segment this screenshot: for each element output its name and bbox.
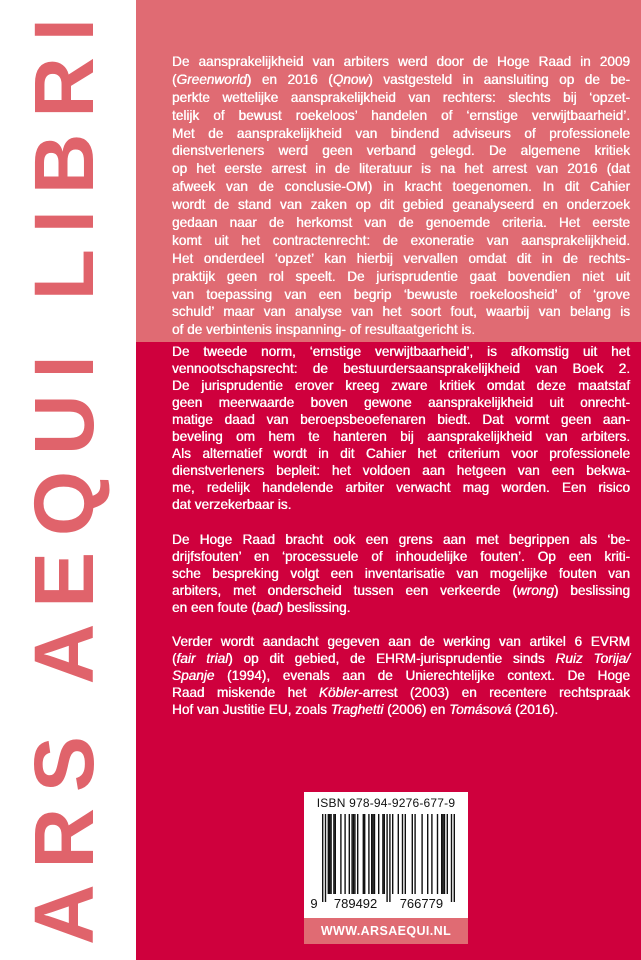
text-line (172, 531, 630, 548)
text-segment: De jurisprudentie erover kreeg zware kritiek omdat deze maatstaf (172, 378, 630, 393)
barcode-bar (357, 814, 358, 894)
barcode-bar (340, 814, 341, 894)
italic-text: Traghetti (330, 702, 384, 717)
text-segment: ) op dit gebied, de EHRM-jurisprudentie sinds (228, 651, 556, 666)
text-segment: Verder wordt aandacht gegeven aan de werking van artikel 6 EVRM (172, 634, 630, 649)
italic-text: wrong (516, 583, 554, 598)
italic-text: fair trial (176, 651, 229, 666)
barcode-bar (364, 814, 365, 894)
barcode-bar (447, 814, 448, 894)
barcode-bar (427, 814, 428, 894)
text-segment: sche bespreking volgt een inventarisatie van mogelijke fouten van (172, 566, 630, 581)
text-segment: ( (172, 71, 177, 87)
text-segment: Als alternatief wordt in dit Cahier het criterium voor professionele (172, 446, 630, 461)
text-segment: dienstverleners werd geen verband gelegd. De algemene kritiek (172, 143, 630, 159)
barcode (304, 792, 468, 918)
text-line (172, 142, 630, 160)
text-segment: van toepassing van een begrip ‘bewuste roekeloosheid’ of ‘grove (172, 286, 630, 302)
text-line (172, 582, 630, 599)
barcode-bar (353, 814, 354, 894)
text-segment: Met de aansprakelijkheid van bindend adviseurs of professionele (172, 125, 630, 141)
text-segment: op het eerste arrest in de literatuur is na het arrest van 2016 (dat (172, 161, 630, 177)
barcode-bar (371, 814, 372, 894)
text-line (172, 411, 630, 428)
barcode-bar (372, 814, 373, 894)
text-line (172, 89, 630, 107)
text-segment: De aansprakelijkheid van arbiters werd door de Hoge Raad in 2009 (172, 54, 630, 69)
barcode-bar (402, 814, 403, 894)
text-segment: schuld’ maar van analyse van het soort fout, waarbij van belang is (172, 304, 630, 320)
text-segment: arbiters, met onderscheid tussen een verkeerde ( (172, 583, 517, 598)
text-segment: (2006) en (383, 702, 450, 717)
barcode-bar (451, 814, 452, 902)
barcode-bar (405, 814, 406, 894)
paragraph-intro (172, 53, 630, 339)
barcode-bar (431, 814, 432, 894)
barcode-bar (382, 814, 383, 894)
barcode-bar (454, 814, 455, 902)
barcode-bar (392, 814, 393, 894)
spine-title-graphic (0, 0, 136, 960)
barcode-bar (444, 814, 445, 894)
text-segment: wordt de stand van zaken op dit gebied geanalyseerd en onderzoek (172, 197, 630, 213)
text-line (172, 321, 630, 339)
italic-text: Qnow (332, 71, 369, 87)
text-segment: me, redelijk handelende arbiter verwacht mag worden. Een risico (172, 480, 630, 495)
italic-text: Tomásová (449, 702, 512, 717)
barcode-bar (344, 814, 345, 894)
text-segment: dat verzekerbaar is. (172, 497, 292, 512)
text-line (172, 684, 630, 701)
barcode-bar (354, 814, 355, 894)
paragraph-errors (172, 531, 630, 616)
text-segment: praktijk geen rol speelt. De jurisprudentie gaat bovendien niet uit (172, 268, 630, 284)
text-segment: dienstverleners bepleit: het voldoen aan hetgeen van een bekwa- (172, 463, 630, 478)
barcode-bar (330, 814, 331, 894)
italic-text: Spanje (172, 668, 215, 683)
text-segment: ( (172, 651, 177, 666)
barcode-bar (441, 814, 442, 894)
text-segment: gedaan naar de herkomst van de genoemde criteria. Het eerste (172, 215, 630, 231)
barcode-bar (335, 814, 336, 894)
text-line (172, 125, 630, 143)
italic-text: Ruiz Torija/ (555, 651, 630, 666)
text-line (172, 394, 630, 411)
text-line (172, 496, 630, 513)
text-segment: telijk of bewust roekeloos’ handelen of ‘ernstige verwijtbaarheid’. (172, 107, 630, 123)
text-line (172, 462, 630, 479)
text-line (172, 445, 630, 462)
text-line (172, 71, 630, 89)
paragraph-evrm (172, 633, 630, 718)
barcode-bar (329, 814, 330, 894)
publisher-website: WWW.ARSAEQUI.NL (304, 918, 468, 944)
text-line (172, 286, 630, 304)
barcode-bar (389, 814, 390, 902)
text-segment: (1994), evenals aan de Unierechtelijke context. De Hoge (214, 668, 630, 683)
italic-text: bad (255, 600, 279, 615)
barcode-bar (322, 814, 323, 902)
text-segment: komt uit het contractenrecht: de exoneratie van aansprakelijkheid. (172, 232, 630, 248)
text-line (172, 479, 630, 496)
spine-strip (0, 0, 136, 960)
text-line (172, 650, 630, 667)
barcode-bar (351, 814, 352, 894)
text-segment: ) beslissing. (278, 600, 351, 615)
paragraph-second-norm (172, 343, 630, 513)
barcode-bar (398, 814, 399, 894)
text-line (172, 548, 630, 565)
text-segment: beveling om hem te hanteren bij aansprakelijkheid van arbiters. (172, 429, 630, 444)
text-line (172, 107, 630, 125)
text-line (172, 565, 630, 582)
barcode-bar (333, 814, 334, 894)
barcode-digits: 789492 (333, 896, 378, 911)
barcode-bar (378, 814, 379, 894)
isbn-label: ISBN 978-94-9276-677-9 (316, 796, 456, 810)
barcode-bar (442, 814, 443, 894)
text-line (172, 599, 630, 616)
text-line (172, 428, 630, 445)
text-segment: Hof van Justitie EU, zoals (172, 702, 331, 717)
text-segment: Het onderdeel ‘opzet’ kan hierbij vervallen omdat dit in de rechts- (172, 250, 630, 266)
text-segment: Raad miskende het (172, 685, 319, 700)
text-line (172, 250, 630, 268)
text-line (172, 343, 630, 360)
text-line (172, 178, 630, 196)
text-segment: vennootschapsrecht: de bestuurdersaansprakelijkheid van Boek 2. (172, 361, 630, 376)
barcode-bar (421, 814, 422, 894)
text-segment: drijfsfouten’ en ‘processuele of inhoudelijke fouten’. Op een kriti- (172, 549, 630, 564)
barcode-bar (374, 814, 375, 894)
text-segment: (2016). (511, 702, 559, 717)
text-segment: perkte wettelijke aansprakelijkheid van rechters: slechts bij ‘opzet- (172, 89, 630, 105)
barcode-bar (328, 814, 329, 894)
text-segment: afweek van de conclusie-OM) in kracht toegenomen. In dit Cahier (172, 179, 630, 195)
barcode-digits: 9 (310, 896, 318, 911)
barcode-digits: 766779 (399, 896, 444, 911)
barcode-bar (368, 814, 369, 894)
text-segment: ) vastgesteld in aansluiting op de be- (368, 71, 630, 87)
barcode-bar (349, 814, 350, 894)
text-line (172, 160, 630, 178)
text-segment: ) en 2016 ( (246, 71, 333, 87)
barcode-bar (384, 814, 385, 894)
text-line (172, 214, 630, 232)
text-line (172, 268, 630, 286)
barcode-bar (437, 814, 438, 894)
text-line (172, 377, 630, 394)
text-segment: en een foute ( (172, 600, 256, 615)
text-line (172, 667, 630, 684)
text-line (172, 701, 630, 718)
italic-text: Köbler (318, 685, 359, 700)
barcode-bar (412, 814, 413, 894)
spine-title: ARS AEQUI LIBRI (17, 18, 111, 945)
text-segment: De Hoge Raad bracht ook een grens aan met begrippen als ‘be- (172, 532, 630, 547)
barcode-bar (363, 814, 364, 894)
barcode-bar (386, 814, 387, 902)
text-line (172, 53, 630, 71)
text-segment: matige daad van beroepsbeoefenaren biedt. Dat vormt geen aan- (172, 412, 630, 427)
text-segment: of de verbintenis inspanning- of resultaatgericht is. (172, 322, 476, 338)
text-line (172, 232, 630, 250)
text-segment: De tweede norm, ‘ernstige verwijtbaarheid’, is afkomstig uit het (172, 344, 630, 359)
text-segment: geen meerwaarde boven gewone aansprakelijkheid uit onrecht- (172, 395, 630, 410)
text-segment: ) beslissing (553, 583, 630, 598)
text-line (172, 360, 630, 377)
text-line (172, 196, 630, 214)
italic-text: Greenworld (176, 71, 247, 87)
barcode-bar (414, 814, 415, 894)
text-line (172, 633, 630, 650)
barcode-bars (304, 792, 468, 918)
barcode-bar (325, 814, 326, 902)
text-line (172, 303, 630, 321)
text-segment: -arrest (2003) en recentere rechtspraak (358, 685, 631, 700)
